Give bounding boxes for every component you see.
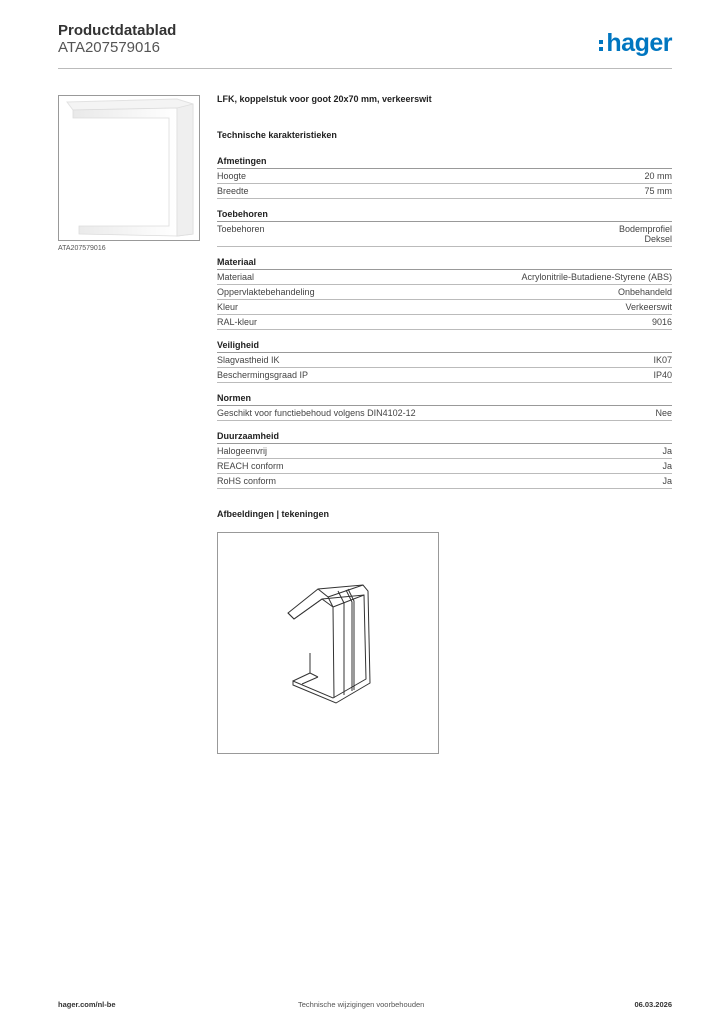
spec-value xyxy=(644,186,672,196)
footer-website[interactable]: hager.com/nl-be xyxy=(58,1000,116,1009)
spec-value-line: IP40 xyxy=(653,370,672,380)
spec-value-line: Deksel xyxy=(644,234,672,244)
spec-row xyxy=(217,368,672,383)
spec-group-title: Veiligheid xyxy=(217,340,672,353)
spec-group xyxy=(217,431,672,489)
spec-value xyxy=(644,171,672,181)
spec-label: Toebehoren xyxy=(217,224,265,234)
logo-wordmark: hager xyxy=(606,28,672,57)
spec-row xyxy=(217,285,672,300)
spec-row xyxy=(217,315,672,330)
spec-value-line: IK07 xyxy=(653,355,672,365)
spec-row xyxy=(217,222,672,247)
logo-dots-icon xyxy=(599,40,603,51)
spec-value-line: Ja xyxy=(662,446,672,456)
spec-value-line: Bodemprofiel xyxy=(618,224,672,234)
images-heading: Afbeeldingen | tekeningen xyxy=(217,509,330,519)
spec-group-title: Materiaal xyxy=(217,257,672,270)
spec-row xyxy=(217,474,672,489)
spec-content xyxy=(217,94,672,519)
spec-label: Halogeenvrij xyxy=(217,446,268,456)
spec-value xyxy=(652,317,672,327)
spec-group xyxy=(217,340,672,383)
spec-value xyxy=(662,446,672,456)
spec-label: Slagvastheid IK xyxy=(217,355,280,365)
spec-value-line: Ja xyxy=(662,476,672,486)
spec-row xyxy=(217,270,672,285)
spec-value xyxy=(619,224,672,244)
page-header xyxy=(58,22,672,68)
spec-value-line: 75 mm xyxy=(644,186,672,196)
spec-group xyxy=(217,257,672,330)
spec-value-line: Acrylonitrile-Butadiene-Styrene (ABS) xyxy=(521,272,672,282)
header-divider xyxy=(58,68,672,69)
spec-group xyxy=(217,156,672,199)
technical-drawing xyxy=(217,532,439,754)
spec-value xyxy=(653,355,672,365)
spec-label: RAL-kleur xyxy=(217,317,258,327)
spec-value-line: Verkeerswit xyxy=(625,302,672,312)
product-thumbnail xyxy=(58,95,200,241)
spec-value-line: Nee xyxy=(655,408,672,418)
spec-value-line: Onbehandeld xyxy=(617,287,672,297)
product-title: LFK, koppelstuk voor goot 20x70 mm, verkeerswit xyxy=(217,94,432,104)
spec-group xyxy=(217,393,672,421)
spec-label: RoHS conform xyxy=(217,476,277,486)
spec-value xyxy=(662,461,672,471)
spec-row xyxy=(217,169,672,184)
spec-row xyxy=(217,444,672,459)
thumbnail-caption: ATA207579016 xyxy=(58,245,106,252)
spec-row xyxy=(217,459,672,474)
hager-logo xyxy=(599,28,672,58)
spec-value xyxy=(655,408,672,418)
footer-disclaimer: Technische wijzigingen voorbehouden xyxy=(298,1000,425,1009)
spec-group xyxy=(217,209,672,247)
spec-label: Breedte xyxy=(217,186,249,196)
document-type: Productdatablad xyxy=(58,22,177,39)
coupler-drawing-icon xyxy=(218,533,438,753)
spec-value xyxy=(521,272,672,282)
spec-row xyxy=(217,184,672,199)
spec-label: Oppervlaktebehandeling xyxy=(217,287,315,297)
spec-row xyxy=(217,300,672,315)
spec-value-line: 9016 xyxy=(651,317,672,327)
spec-group-title: Afmetingen xyxy=(217,156,672,169)
spec-value xyxy=(625,302,672,312)
spec-label: Kleur xyxy=(217,302,239,312)
article-number: ATA207579016 xyxy=(58,39,161,56)
spec-value xyxy=(618,287,672,297)
spec-label: Materiaal xyxy=(217,272,255,282)
section-heading: Technische karakteristieken xyxy=(217,130,337,140)
spec-row xyxy=(217,353,672,368)
spec-label: Geschikt voor functiebehoud volgens DIN4102-12 xyxy=(217,408,416,418)
spec-group-title: Toebehoren xyxy=(217,209,672,222)
spec-row xyxy=(217,406,672,421)
spec-value-line: 20 mm xyxy=(644,171,672,181)
spec-group-title: Duurzaamheid xyxy=(217,431,672,444)
spec-label: Beschermingsgraad IP xyxy=(217,370,309,380)
spec-label: REACH conform xyxy=(217,461,284,471)
spec-value-line: Ja xyxy=(662,461,672,471)
footer-date: 06.03.2026 xyxy=(634,1000,672,1009)
spec-group-title: Normen xyxy=(217,393,672,406)
spec-value xyxy=(653,370,672,380)
spec-value xyxy=(662,476,672,486)
product-photo-icon xyxy=(59,96,199,240)
spec-groups xyxy=(217,156,672,489)
spec-label: Hoogte xyxy=(217,171,247,181)
